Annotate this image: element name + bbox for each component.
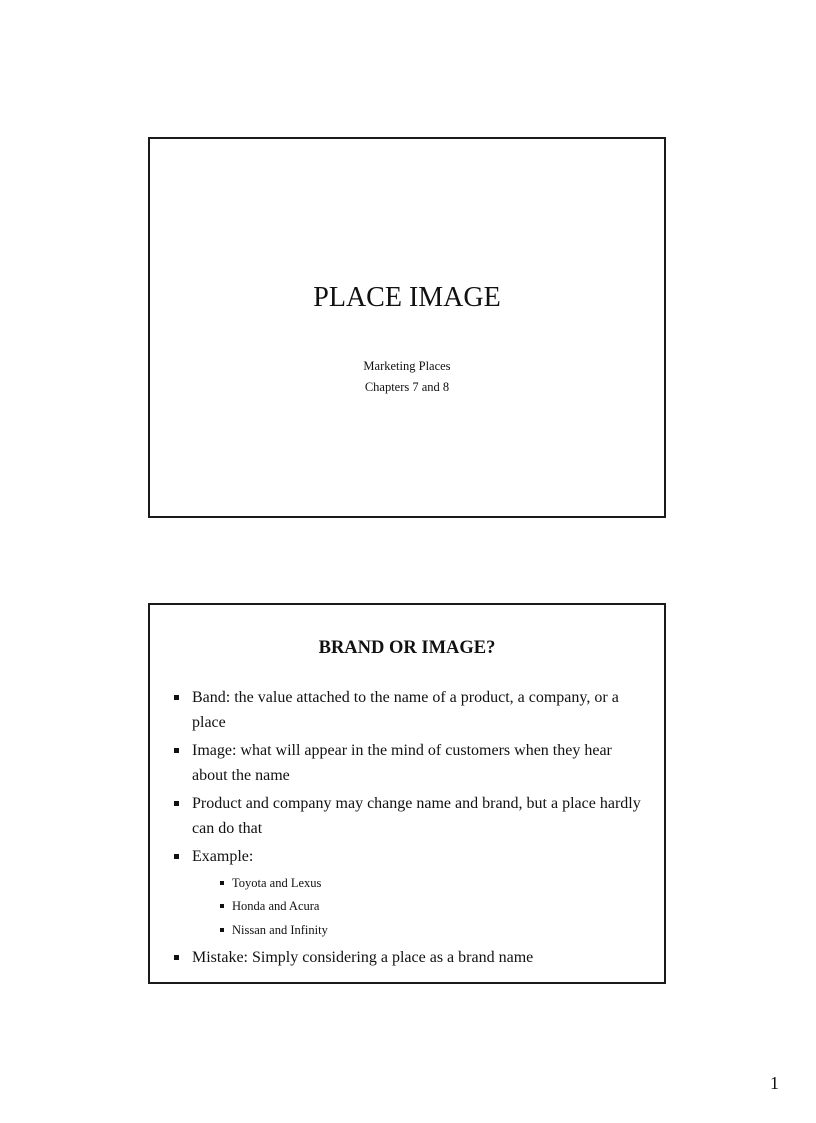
sub-bullet-item: Honda and Acura <box>220 895 642 919</box>
bullet-item: Band: the value attached to the name of a product, a company, or a place <box>172 686 642 735</box>
bullet-item-label: Example: <box>192 848 254 865</box>
sub-bullet-list <box>220 872 642 943</box>
slide-heading: BRAND OR IMAGE? <box>318 638 496 658</box>
slide-title <box>148 137 666 518</box>
slide-subtitle-chapters: Chapters 7 and 8 <box>364 380 450 394</box>
slide-title-heading: PLACE IMAGE <box>313 282 501 313</box>
bullet-item: Product and company may change name and brand, but a place hardly can do that <box>172 792 642 841</box>
sub-bullet-item: Nissan and Infinity <box>220 919 642 943</box>
bullet-item: Image: what will appear in the mind of customers when they hear about the name <box>172 739 642 788</box>
slide-subtitle-course: Marketing Places <box>363 359 451 373</box>
sub-bullet-item: Toyota and Lexus <box>220 872 642 896</box>
page-number: 1 <box>770 1073 779 1093</box>
bullet-list <box>172 686 642 975</box>
bullet-item-example <box>172 845 642 942</box>
slide-brand-or-image <box>148 603 666 984</box>
bullet-item: Mistake: Simply considering a place as a brand name <box>172 946 642 971</box>
